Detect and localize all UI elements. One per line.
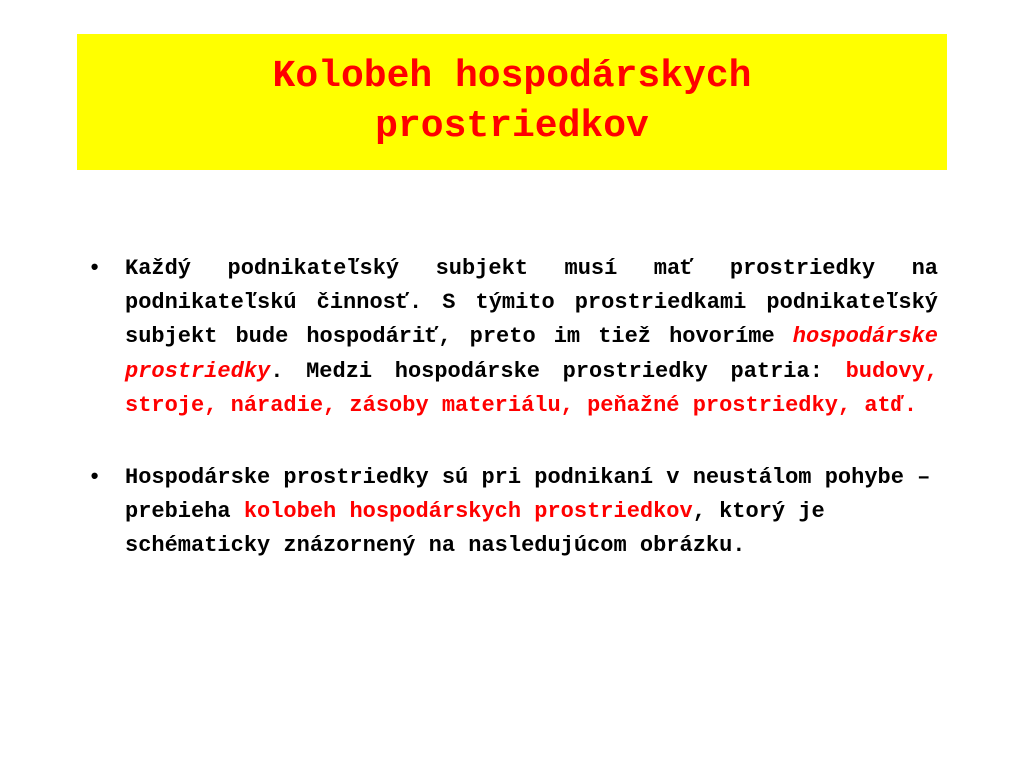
bullet-marker-2: • xyxy=(88,465,102,491)
bullet-1-emphasis-term: hospodárske prostriedky xyxy=(125,324,938,384)
bullet-item-1 xyxy=(88,252,938,423)
bullet-2-highlight-term: kolobeh hospodárskych prostriedkov xyxy=(243,499,693,525)
bullet-1-examples: budovy, stroje, náradie, zásoby materiálu, peňažné prostriedky, atď. xyxy=(125,358,938,418)
slide-title-line-2: prostriedkov xyxy=(375,105,649,148)
slide-title-banner xyxy=(77,34,947,170)
bullet-1-intro-text: Každý podnikateľský subjekt musí mať prostriedky na podnikateľskú činnosť. S týmito prostriedkami podnikateľský subjekt bude hospodáriť, preto im tiež hovoríme xyxy=(125,256,938,350)
bullet-1-middle-text: . Medzi hospodárske prostriedky patria: xyxy=(270,358,846,384)
bullet-marker-1: • xyxy=(88,256,102,281)
bullet-item-2 xyxy=(88,461,938,564)
bullet-2-closing-text: , ktorý je schématicky znázornený na nasledujúcom obrázku. xyxy=(125,499,825,559)
slide-body xyxy=(88,252,938,564)
bullet-2-intro-text: Hospodárske prostriedky sú pri podnikaní v neustálom pohybe – prebieha xyxy=(125,465,931,525)
slide-title-line-1: Kolobeh hospodárskych xyxy=(272,55,752,98)
